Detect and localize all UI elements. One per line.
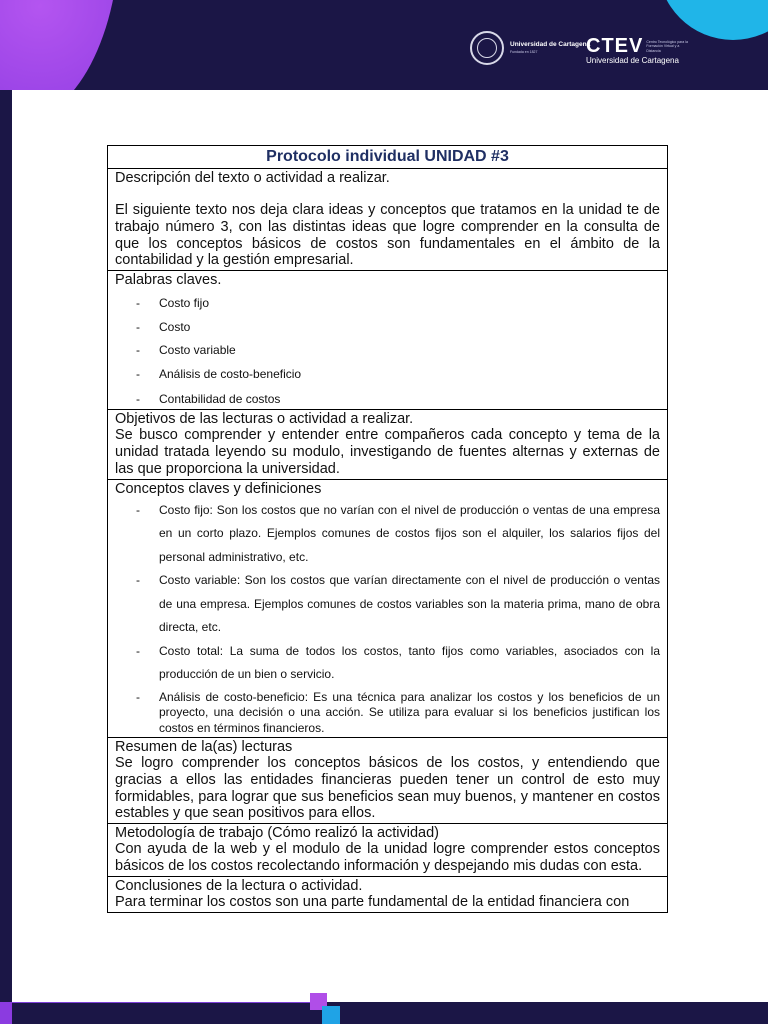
footer-purple-edge xyxy=(0,1002,12,1024)
keywords-list xyxy=(115,292,660,408)
ctev-logo xyxy=(586,36,688,65)
decorative-blue-shape xyxy=(658,0,768,40)
page-footer xyxy=(0,1002,768,1024)
objectives-heading: Objetivos de las lecturas o actividad a realizar. xyxy=(115,411,414,428)
concept-item: - Costo fijo: Son los costos que no varían con el nivel de producción o ventas de una empresa en un corto plazo. Ejemplos comunes de costos fijos son el alquiler, los salarios fijos del personal administrativo, etc. xyxy=(115,499,660,570)
summary-row xyxy=(108,738,668,824)
description-row xyxy=(108,169,668,271)
universidad-de-cartagena-logo xyxy=(470,31,590,65)
conclusions-heading: Conclusiones de la lectura o actividad. xyxy=(115,877,363,894)
keyword-item: - Costo fijo xyxy=(115,292,660,316)
decorative-blue-square xyxy=(322,1006,340,1024)
conclusions-text: Para terminar los costos son una parte fundamental de la entidad financiera con xyxy=(115,893,630,910)
keyword-item: - Contabilidad de costos xyxy=(115,391,660,408)
university-seal-icon xyxy=(470,31,504,65)
ctev-university: Universidad de Cartagena xyxy=(586,56,679,65)
concept-item: - Costo variable: Son los costos que varían directamente con el nivel de producción o ventas de una empresa. Ejemplos comunes de costos variables son la materia prima, mano de obra directa, etc. xyxy=(115,569,660,640)
keyword-item: - Costo variable xyxy=(115,339,660,363)
keyword-item: - Costo xyxy=(115,316,660,340)
conclusions-row xyxy=(108,876,668,912)
ctev-mark: CTEV xyxy=(586,35,644,57)
concepts-heading: Conceptos claves y definiciones xyxy=(115,480,322,497)
concept-item: - Costo total: La suma de todos los costos, tanto fijos como variables, asociados con la producción de un bien o servicio. xyxy=(115,640,660,687)
title-row xyxy=(108,146,668,169)
objectives-row xyxy=(108,410,668,479)
summary-text: Se logro comprender los conceptos básicos de los costos, y entendiendo que gracias a ellos las entidades financieras pueden tener un control de esto muy formidables, para lograr que sus beneficios sean muy buenos, y mantener en costos estables y que sean positivos para ellos. xyxy=(115,755,660,822)
objectives-text: Se busco comprender y entender entre compañeros cada concepto y tema de la unidad tratada leyendo su modulo, investigando de fuentes alternas y externas de las que proporciona la universidad. xyxy=(115,427,660,477)
keywords-row xyxy=(108,271,668,410)
decorative-purple-shape xyxy=(0,0,120,90)
description-text: El siguiente texto nos deja clara ideas y conceptos que tratamos en la unidad te de trabajo número 3, con las distintas ideas que logre comprender en la consulta de que los conceptos básicos de costos son fundamentales en el ámbito de la contabilidad y la gestión empresarial. xyxy=(115,202,660,269)
ctev-tagline: Centro Tecnológico para la Formación Virtual y a Distancia xyxy=(646,40,688,53)
keyword-item: - Análisis de costo-beneficio xyxy=(115,363,660,387)
university-founded: Fundada en 1827 xyxy=(510,49,538,54)
methodology-row xyxy=(108,824,668,877)
description-heading: Descripción del texto o actividad a realizar. xyxy=(115,170,390,186)
keywords-heading: Palabras claves. xyxy=(115,272,222,289)
methodology-heading: Metodología de trabajo (Cómo realizó la actividad) xyxy=(115,825,440,842)
methodology-text: Con ayuda de la web y el modulo de la unidad logre comprender estos conceptos básicos de los costos recolectando información y despejando mis dudas con esta. xyxy=(115,841,660,875)
page-header xyxy=(0,0,768,90)
concepts-list xyxy=(115,499,660,737)
university-name: Universidad de Cartagena xyxy=(510,41,591,48)
protocol-table xyxy=(107,145,668,913)
document-title: Protocolo individual UNIDAD #3 xyxy=(108,146,668,169)
summary-heading: Resumen de la(as) lecturas xyxy=(115,739,293,756)
concept-item: - Análisis de costo-beneficio: Es una técnica para analizar los costos y los beneficios de un proyecto, una decisión o una acción. Se utiliza para evaluar si los beneficios justifican los costos en términos financieros. xyxy=(115,690,660,737)
footer-divider xyxy=(12,1002,312,1003)
concepts-row xyxy=(108,479,668,738)
